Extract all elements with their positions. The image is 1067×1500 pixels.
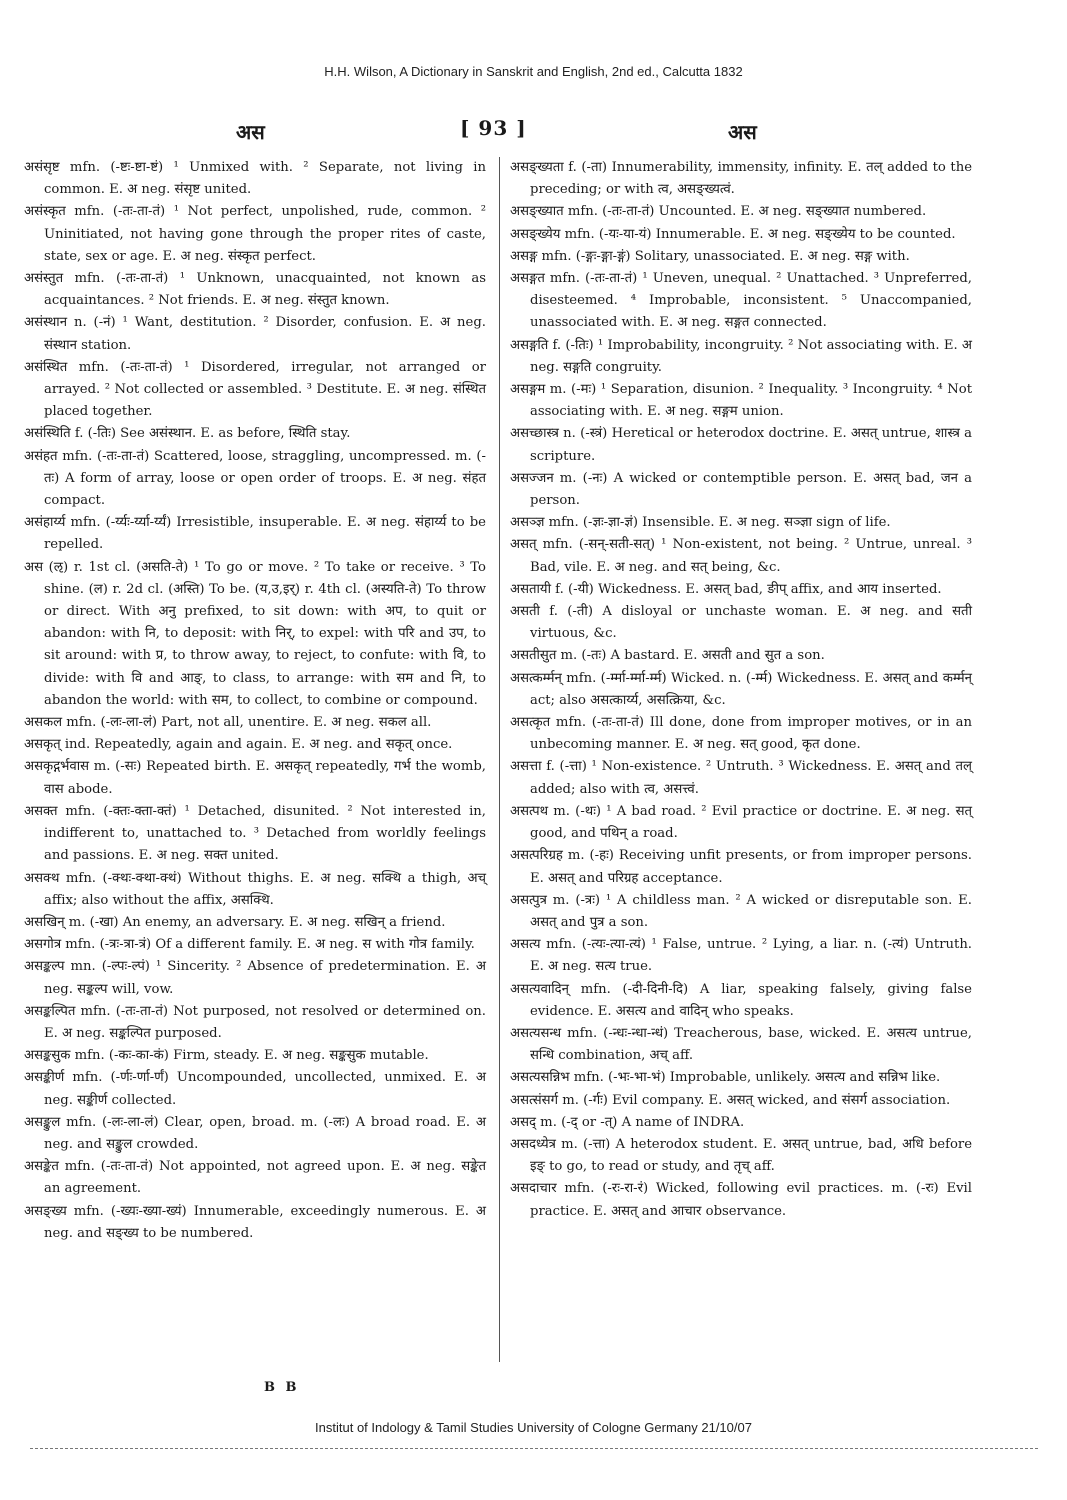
right-column: [510, 157, 972, 1223]
dictionary-entry: असच्छास्त्र n. (-स्त्रं) Heretical or heterodox doctrine. E. असत् untrue, शास्त्र a scripture.: [510, 426, 972, 464]
dictionary-entry: असङ्केत mfn. (-तः-ता-तं) Not appointed, not agreed upon. E. अ neg. सङ्केत an agreement.: [24, 1159, 486, 1197]
dictionary-entry: असत्संसर्ग m. (-र्गः) Evil company. E. असत् wicked, and संसर्ग association.: [510, 1092, 951, 1108]
dictionary-entry: असंस्कृत mfn. (-तः-ता-तं) ¹ Not perfect, unpolished, rude, common. ² Uninitiated, not having gone through the proper rites of caste, state, sex or age. E. अ neg. संस्कृत perfect.: [24, 204, 486, 264]
dictionary-entry: असखिन् m. (-खा) An enemy, an adversary. E. अ neg. सखिन् a friend.: [24, 914, 446, 930]
dictionary-entry: असङ्गत mfn. (-तः-ता-तं) ¹ Uneven, unequal. ² Unattached. ³ Unpreferred, disesteemed. ⁴ Improbable, inconsistent. ⁵ Unaccompanied, unassociated with. E. अ neg. सङ्गत connected.: [510, 271, 972, 331]
footer-rule: [30, 1448, 1040, 1449]
dictionary-entry: असङ्कुल mfn. (-लः-ला-लं) Clear, open, broad. m. (-लः) A broad road. E. अ neg. and सङ्कुल crowded.: [24, 1114, 486, 1152]
dictionary-entry: असंहत mfn. (-तः-ता-तं) Scattered, loose, straggling, uncompressed. m. (-तः) A form of array, loose or open order of troops. E. अ neg. संहत compact.: [24, 448, 486, 509]
dictionary-entry: असत् mfn. (-सन्-सती-सत्) ¹ Non-existent, not being. ² Untrue, unreal. ³ Bad, vile. E. अ neg. and सत् being, &c.: [510, 537, 972, 575]
dictionary-entry: असङ्ख्यता f. (-ता) Innumerability, immensity, infinity. E. तल् added to the preceding; or with त्व, असङ्ख्यत्वं.: [510, 160, 972, 198]
column-divider: [499, 157, 500, 1362]
page-number: [ 93 ]: [460, 116, 527, 140]
dictionary-entry: असदाचार mfn. (-रः-रा-रं) Wicked, following evil practices. m. (-रः) Evil practice. E. असत् and आचार observance.: [510, 1181, 972, 1219]
dictionary-entry: असङ्गम m. (-मः) ¹ Separation, disunion. ² Inequality. ³ Incongruity. ⁴ Not associating with. E. अ neg. सङ्गम union.: [510, 382, 972, 420]
dictionary-entry: असङ्कल्प mn. (-ल्पः-ल्पं) ¹ Sincerity. ² Absence of predetermination. E. अ neg. सङ्कल्प will, vow.: [24, 959, 486, 997]
running-head-right: अस: [728, 120, 757, 144]
dictionary-entry: अस (ऌ) r. 1st cl. (असति-ते) ¹ To go or move. ² To take or receive. ³ To shine. (ल) r. 2d cl. (अस्ति) To be. (य,उ,इर्) r. 4th cl. (अस्यति-ते) To throw or direct. With अनु prefixed, to sit down: with अप, to quit or abandon: with नि, to deposit: with निर्, to expel: with परि and उप, to sit around: with प्र, to throw away, to reject, to confute: with वि, to divide: with वि and आङ्, to class, to arrange: with सम and नि, to abandon the world: with सम, to collect, to combine or compound.: [24, 559, 486, 708]
dictionary-entry: असञ्ज्ञ mfn. (-ज्ञः-ज्ञा-ज्ञं) Insensible. E. अ neg. सञ्ज्ञा sign of life.: [510, 515, 891, 531]
dictionary-entry: असकृद्गर्भवास m. (-सः) Repeated birth. E. असकृत् repeatedly, गर्भ the womb, वास abode.: [24, 759, 486, 797]
left-column: [24, 157, 486, 1245]
source-citation: H.H. Wilson, A Dictionary in Sanskrit and English, 2nd ed., Calcutta 1832: [324, 64, 743, 79]
dictionary-entry: असकल mfn. (-लः-ला-लं) Part, not all, unentire. E. अ neg. सकल all.: [24, 715, 432, 731]
dictionary-entry: असत्यसन्ध mfn. (-न्धः-न्धा-न्धं) Treacherous, base, wicked. E. असत्य untrue, सन्धि combination, अच् aff.: [510, 1025, 972, 1064]
dictionary-entry: असङ्कीर्ण mfn. (-र्णः-र्णा-र्णं) Uncompounded, uncollected, unmixed. E. अ neg. सङ्कीर्ण collected.: [24, 1070, 486, 1108]
signature-mark: B B: [264, 1380, 300, 1395]
dictionary-entry: असङ्ग mfn. (-ङ्गः-ङ्गा-ङ्गं) Solitary, unassociated. E. अ neg. सङ्ग with.: [510, 248, 910, 264]
dictionary-entry: असक्थ mfn. (-क्थः-क्था-क्थं) Without thighs. E. अ neg. सक्थि a thigh, अच् affix; also without the affix, असक्थि.: [24, 870, 486, 908]
dictionary-entry: असगोत्र mfn. (-त्रः-त्रा-त्रं) Of a different family. E. अ neg. स with गोत्र family.: [24, 937, 475, 953]
dictionary-entry: असङ्ख्यात mfn. (-तः-ता-तं) Uncounted. E. अ neg. सङ्ख्यात numbered.: [510, 204, 927, 220]
dictionary-entry: असत्पथ m. (-थः) ¹ A bad road. ² Evil practice or doctrine. E. अ neg. सत् good, and पथिन् a road.: [510, 803, 972, 842]
dictionary-entry: असत्यसन्निभ mfn. (-भः-भा-भं) Improbable, unlikely. असत्य and सन्निभ like.: [510, 1070, 941, 1086]
dictionary-entry: असत्कृत mfn. (-तः-ता-तं) Ill done, done from improper motives, or in an unbecoming manner. E. अ neg. सत् good, कृत done.: [510, 715, 972, 753]
dictionary-entry: असतीसुत m. (-तः) A bastard. E. असती and सुत a son.: [510, 648, 825, 664]
dictionary-entry: असतायी f. (-यी) Wickedness. E. असत् bad, ङीप् affix, and आय inserted.: [510, 581, 942, 597]
dictionary-entry: असत्ता f. (-त्ता) ¹ Non-existence. ² Untruth. ³ Wickedness. E. असत् and तल् added; also with त्व, असत्त्वं.: [510, 759, 972, 797]
dictionary-entry: असक्त mfn. (-क्तः-क्ता-क्तं) ¹ Detached, disunited. ² Not interested in, indifferent to, unattached to. ³ Detached from worldly feelings and passions. E. अ neg. सक्त united.: [24, 803, 486, 864]
dictionary-entry: असंसृष्ट mfn. (-ष्टः-ष्टा-ष्टं) ¹ Unmixed with. ² Separate, not living in common. E. अ neg. संसृष्ट united.: [24, 160, 486, 198]
archive-footer: Institut of Indology & Tamil Studies University of Cologne Germany 21/10/07: [315, 1420, 752, 1435]
running-head-left: अस: [236, 120, 265, 144]
dictionary-entry: असज्जन m. (-नः) A wicked or contemptible person. E. असत् bad, जन a person.: [510, 470, 972, 509]
dictionary-entry: असकृत् ind. Repeatedly, again and again. E. अ neg. and सकृत् once.: [24, 737, 453, 753]
dictionary-entry: असङ्कल्पित mfn. (-तः-ता-तं) Not purposed, not resolved or determined on. E. अ neg. सङ्कल्पित purposed.: [24, 1003, 486, 1041]
dictionary-entry: असत्यवादिन् mfn. (-दी-दिनी-दि) A liar, speaking falsely, giving false evidence. E. असत्य and वादिन् who speaks.: [510, 981, 972, 1019]
dictionary-entry: असद् m. (-द् or -त्) A name of INDRA.: [510, 1114, 745, 1130]
dictionary-entry: असती f. (-ती) A disloyal or unchaste woman. E. अ neg. and सती virtuous, &c.: [510, 604, 972, 642]
dictionary-entry: असत्य mfn. (-त्यः-त्या-त्यं) ¹ False, untrue. ² Lying, a liar. n. (-त्यं) Untruth. E. अ neg. सत्य true.: [510, 937, 972, 975]
dictionary-entry: असङ्कसुक mfn. (-कः-का-कं) Firm, steady. E. अ neg. सङ्कसुक mutable.: [24, 1048, 429, 1064]
dictionary-entry: असङ्ख्य mfn. (-ख्यः-ख्या-ख्यं) Innumerable, exceedingly numerous. E. अ neg. and सङ्ख्य to be numbered.: [24, 1203, 486, 1241]
dictionary-entry: असत्पुत्र m. (-त्रः) ¹ A childless man. ² A wicked or disreputable son. E. असत् and पुत्र a son.: [510, 892, 972, 930]
dictionary-entry: असत्परिग्रह m. (-हः) Receiving unfit presents, or from improper persons. E. असत् and परिग्रह acceptance.: [510, 848, 972, 886]
dictionary-entry: असंहार्य्य mfn. (-र्य्यः-र्य्या-र्य्यं) Irresistible, insuperable. E. अ neg. संहार्य्य to be repelled.: [24, 515, 486, 553]
dictionary-entry: असंस्थान n. (-नं) ¹ Want, destitution. ² Disorder, confusion. E. अ neg. संस्थान station.: [24, 315, 486, 353]
dictionary-entry: असंस्थिति f. (-तिः) See असंस्थान. E. as before, स्थिति stay.: [24, 426, 351, 442]
dictionary-entry: असत्कर्म्मन् mfn. (-र्म्मा-र्म्मा-र्म्म) Wicked. n. (-र्म्म) Wickedness. E. असत् and कर्म्मन् act; also असत्कार्य्य, असत्क्रिया, &c.: [510, 670, 972, 708]
dictionary-entry: असङ्गति f. (-तिः) ¹ Improbability, incongruity. ² Not associating with. E. अ neg. सङ्गति congruity.: [510, 337, 972, 375]
dictionary-entry: असदध्येत्र m. (-त्ता) A heterodox student. E. असत् untrue, bad, अधि before इङ् to go, to read or study, and तृच् aff.: [510, 1136, 972, 1175]
dictionary-entry: असंस्तुत mfn. (-तः-ता-तं) ¹ Unknown, unacquainted, not known as acquaintances. ² Not friends. E. अ neg. संस्तुत known.: [24, 271, 486, 309]
dictionary-entry: असङ्ख्येय mfn. (-यः-या-यं) Innumerable. E. अ neg. सङ्ख्येय to be counted.: [510, 226, 956, 242]
dictionary-entry: असंस्थित mfn. (-तः-ता-तं) ¹ Disordered, irregular, not arranged or arrayed. ² Not collected or assembled. ³ Destitute. E. अ neg. संस्थित placed together.: [24, 359, 486, 420]
